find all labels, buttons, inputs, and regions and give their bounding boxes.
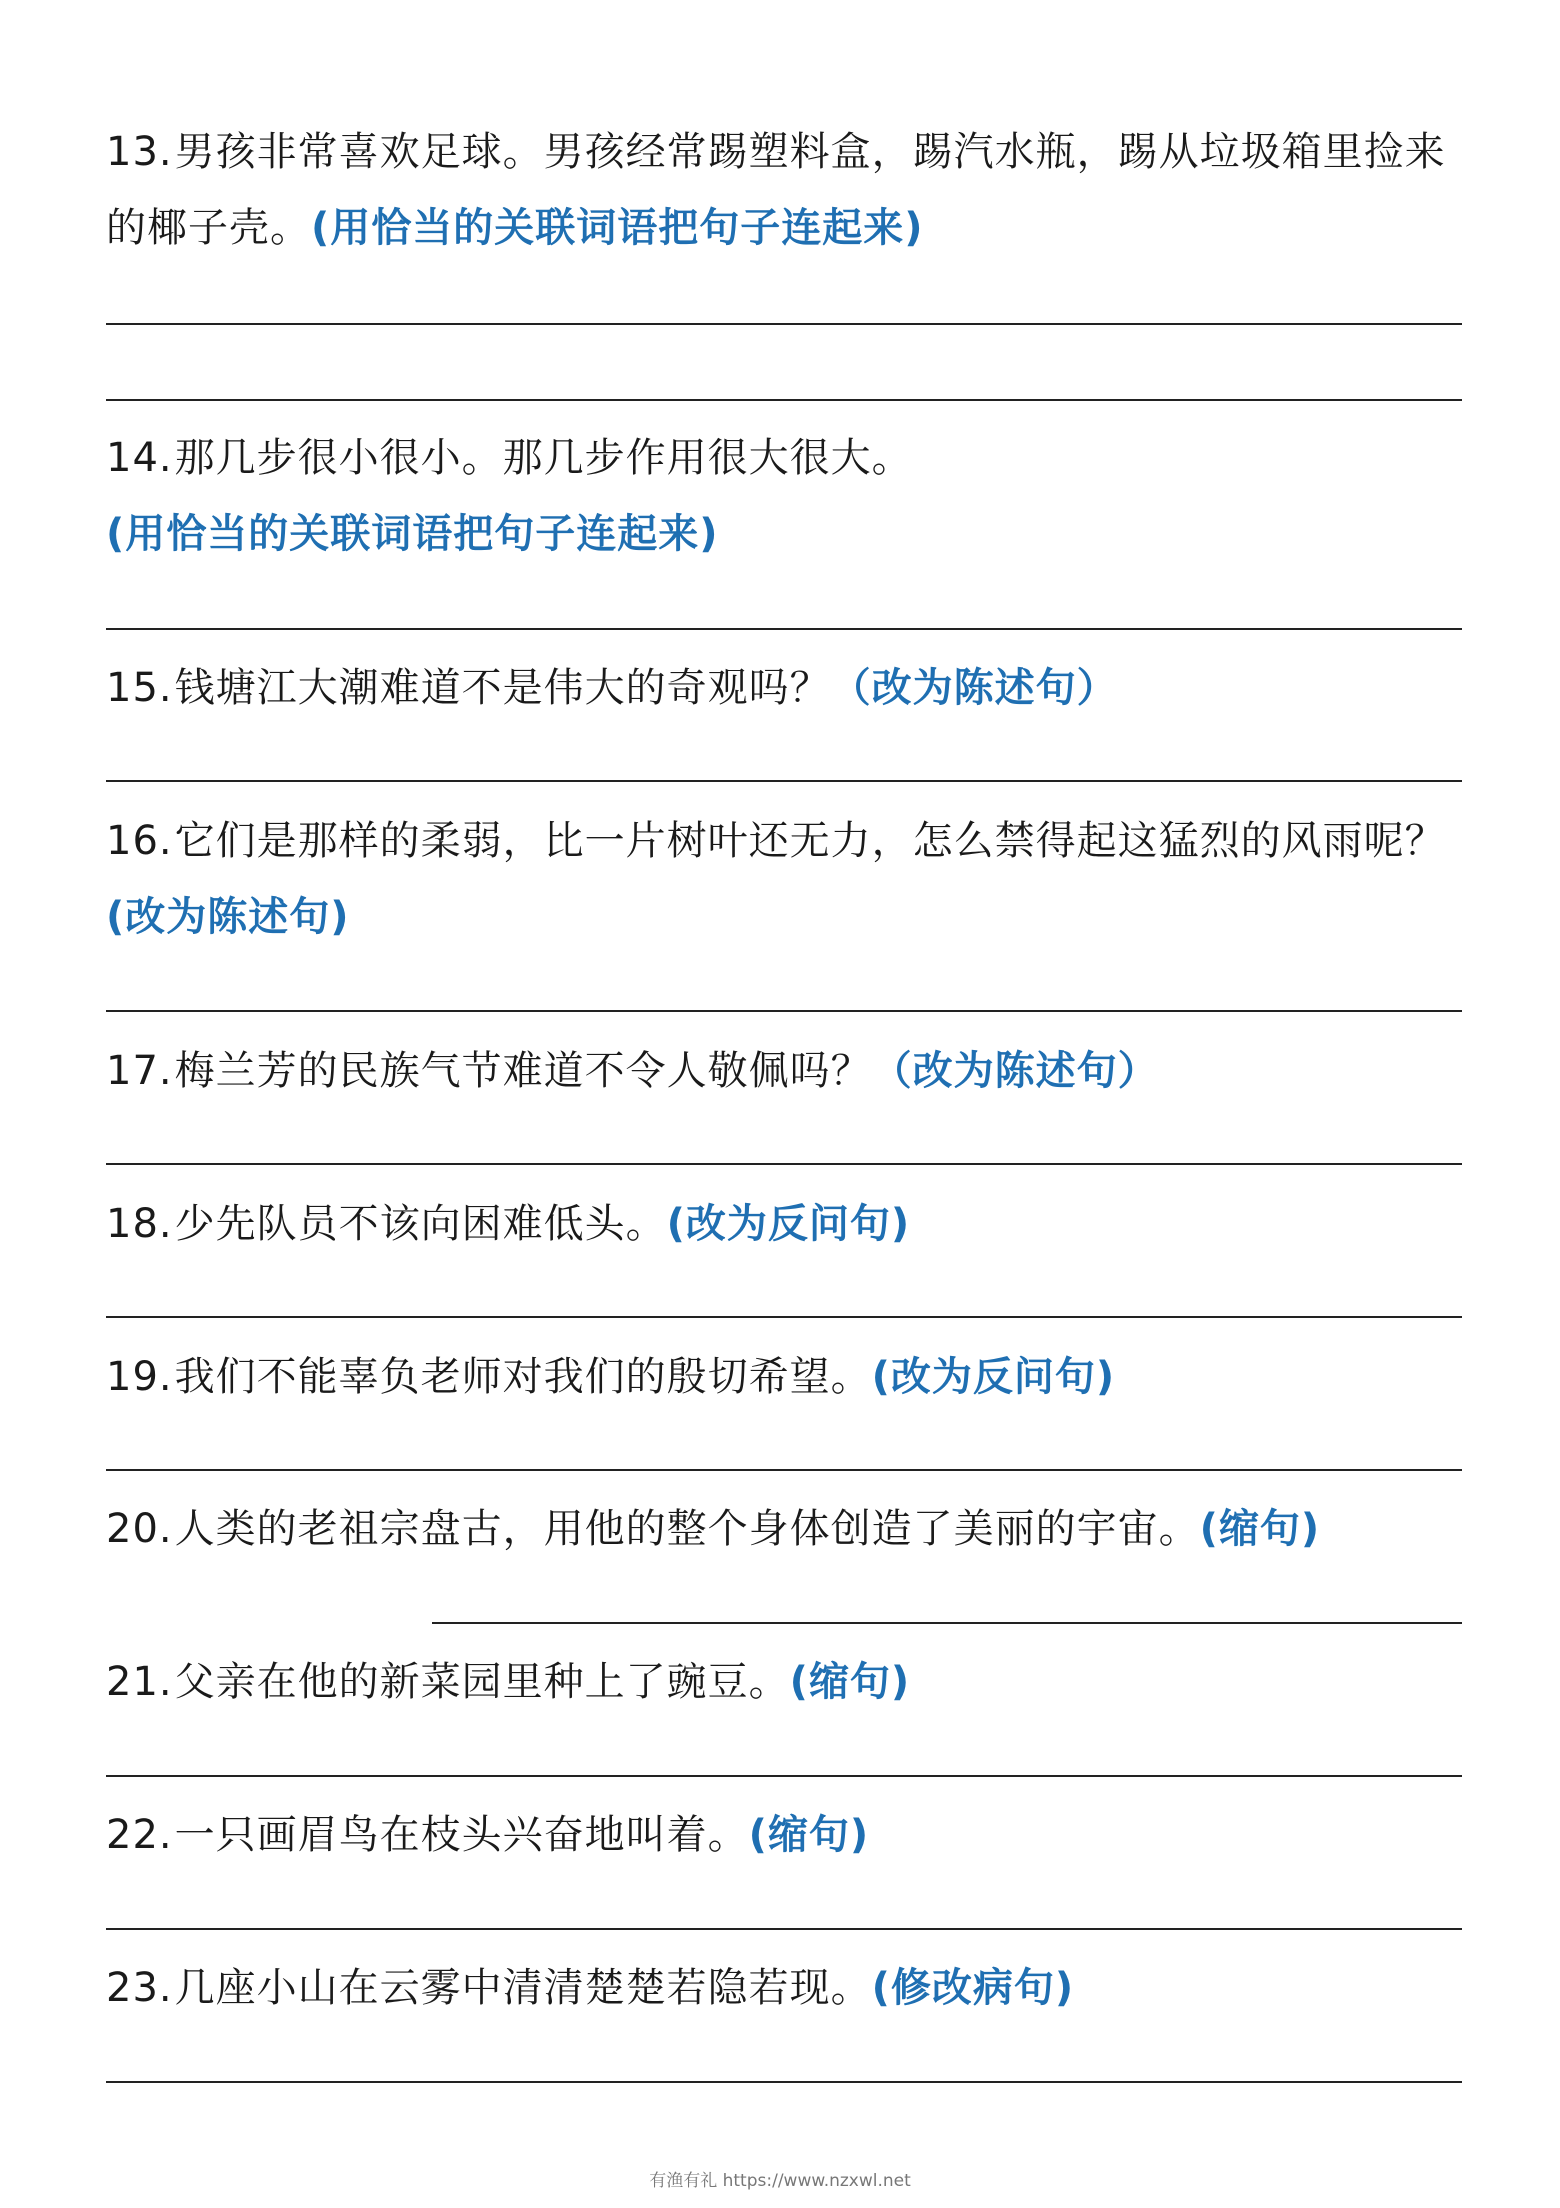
footer-watermark: 有渔有礼 https://www.nzxwl.net (649, 2171, 911, 2191)
answer-line[interactable] (106, 1316, 1462, 1318)
question-number: 17. (106, 1048, 173, 1094)
question-instruction: (缩句) (1199, 1506, 1321, 1552)
question-text: 我们不能辜负老师对我们的殷切希望。 (174, 1354, 872, 1400)
question-number: 20. (106, 1506, 173, 1552)
question-20 (106, 1491, 1466, 1567)
question-instruction: (改为反问句) (871, 1354, 1116, 1400)
question-21 (106, 1644, 1466, 1720)
question-23 (106, 1950, 1466, 2026)
question-19 (106, 1339, 1466, 1415)
question-number: 14. (106, 435, 173, 481)
question-instruction: (用恰当的关联词语把句子连起来) (106, 511, 719, 557)
question-number: 18. (106, 1201, 173, 1247)
answer-line[interactable] (106, 780, 1462, 782)
question-16 (106, 803, 1466, 955)
question-13 (106, 114, 1466, 266)
answer-line[interactable] (106, 1775, 1462, 1777)
answer-line[interactable] (106, 2081, 1462, 2083)
question-number: 21. (106, 1659, 173, 1705)
question-text: 那几步很小很小。那几步作用很大很大。 (174, 435, 913, 481)
question-text: 钱塘江大潮难道不是伟大的奇观吗？ (174, 665, 831, 711)
question-instruction: (改为反问句) (666, 1201, 911, 1247)
question-text: 父亲在他的新菜园里种上了豌豆。 (174, 1659, 790, 1705)
question-text: 人类的老祖宗盘古，用他的整个身体创造了美丽的宇宙。 (174, 1506, 1200, 1552)
question-number: 19. (106, 1354, 173, 1400)
question-instruction: (缩句) (748, 1812, 870, 1858)
answer-line[interactable] (106, 1163, 1462, 1165)
question-text: 它们是那样的柔弱，比一片树叶还无力，怎么禁得起这猛烈的风雨呢？ (174, 818, 1446, 864)
question-instruction: （改为陈述句） (830, 665, 1118, 711)
question-18 (106, 1186, 1466, 1262)
question-text: 一只画眉鸟在枝头兴奋地叫着。 (174, 1812, 749, 1858)
question-text: 梅兰芳的民族气节难道不令人敬佩吗？ (174, 1048, 872, 1094)
answer-line[interactable] (106, 323, 1462, 325)
question-15 (106, 650, 1466, 726)
answer-line[interactable] (106, 628, 1462, 630)
answer-line[interactable] (106, 1928, 1462, 1930)
answer-line[interactable] (432, 1622, 1462, 1624)
answer-line[interactable] (106, 399, 1462, 401)
question-instruction: （改为陈述句） (871, 1048, 1159, 1094)
question-text: 几座小山在云雾中清清楚楚若隐若现。 (174, 1965, 872, 2011)
question-number: 15. (106, 665, 173, 711)
question-number: 13. (106, 129, 173, 175)
question-number: 22. (106, 1812, 173, 1858)
question-number: 16. (106, 818, 173, 864)
question-number: 23. (106, 1965, 173, 2011)
question-22 (106, 1797, 1466, 1873)
answer-line[interactable] (106, 1469, 1462, 1471)
question-text: 少先队员不该向困难低头。 (174, 1201, 667, 1247)
question-instruction: (修改病句) (871, 1965, 1075, 2011)
answer-line[interactable] (106, 1010, 1462, 1012)
question-instruction: (改为陈述句) (106, 894, 350, 940)
question-14 (106, 420, 1206, 572)
question-17 (106, 1033, 1466, 1109)
question-text: 男孩非常喜欢足球。男孩经常踢塑料盒，踢汽水瓶，踢从垃圾箱里捡来的椰子壳。 (106, 129, 1446, 251)
question-instruction: (用恰当的关联词语把句子连起来) (311, 205, 924, 251)
question-instruction: (缩句) (789, 1659, 911, 1705)
